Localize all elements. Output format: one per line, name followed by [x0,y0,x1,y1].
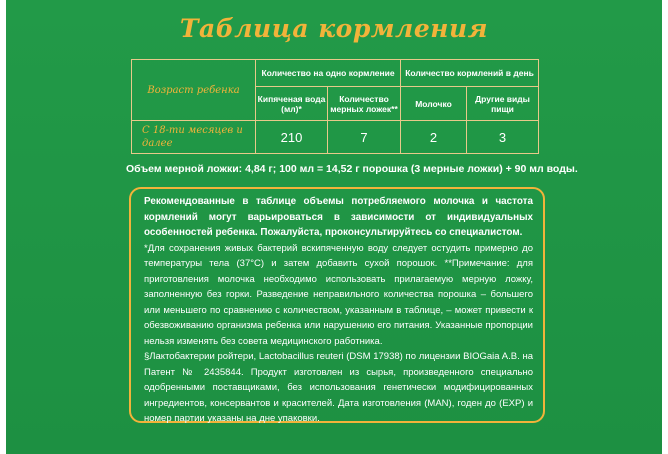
age-header: Возраст ребенка [132,60,256,121]
group-header-per-feeding: Количество на одно кормление [256,60,401,87]
cell-water: 210 [256,121,328,154]
col-header-milk: Молочко [401,87,467,121]
feeding-table [131,59,539,154]
info-note-lactobacteria: §Лактобактерии ройтери, Lactobacillus reuteri (DSM 17938) по лицензии BIOGaia A.B. на Патент № 2435844. Продукт изготовлен из сырья, произведенного специально одобренными поставщиками, без использования генетически модифицированных ингредиентов, консервантов и красителей. Дата изготовления (MAN), годен до (EXP) и номер партии указаны на дне упаковки. [144,351,533,424]
col-header-spoons: Количество мерных ложек** [328,87,401,121]
row-age: С 18-ти месяцев и далее [132,121,256,154]
col-header-other: Другие виды пищи [467,87,539,121]
info-box [129,187,545,423]
cell-milk: 2 [401,121,467,154]
group-header-per-day: Количество кормлений в день [401,60,539,87]
info-recommendation: Рекомендованные в таблице объемы потребляемого молочка и частота кормлений могут варьироваться в зависимости от индивидуальных особенностей ребенка. Пожалуйста, проконсультируйтесь со специалистом. [144,196,533,238]
feeding-panel [6,0,662,454]
page-title: Таблица кормления [179,14,489,43]
cell-spoons: 7 [328,121,401,154]
cell-other: 3 [467,121,539,154]
measure-note: Объем мерной ложки: 4,84 г; 100 мл = 14,52 г порошка (3 мерные ложки) + 90 мл воды. [126,163,578,175]
info-note-preparation: *Для сохранения живых бактерий вскипяченную воду следует остудить примерно до температуры тела (37°С) и затем добавить сухой порошок. **Примечание: для приготовления молочка необходимо использовать прилагаемую мерную ложку, заполненную без горки. Разведение неправильного количества порошка – большего или меньшего по сравнению с количеством, указанным в таблице, – может привести к обезвоживанию организма ребенка или нарушению его питания. Указанные пропорции нельзя изменять без совета медицинского работника. [144,242,533,347]
col-header-water: Кипяченая вода (мл)* [256,87,328,121]
